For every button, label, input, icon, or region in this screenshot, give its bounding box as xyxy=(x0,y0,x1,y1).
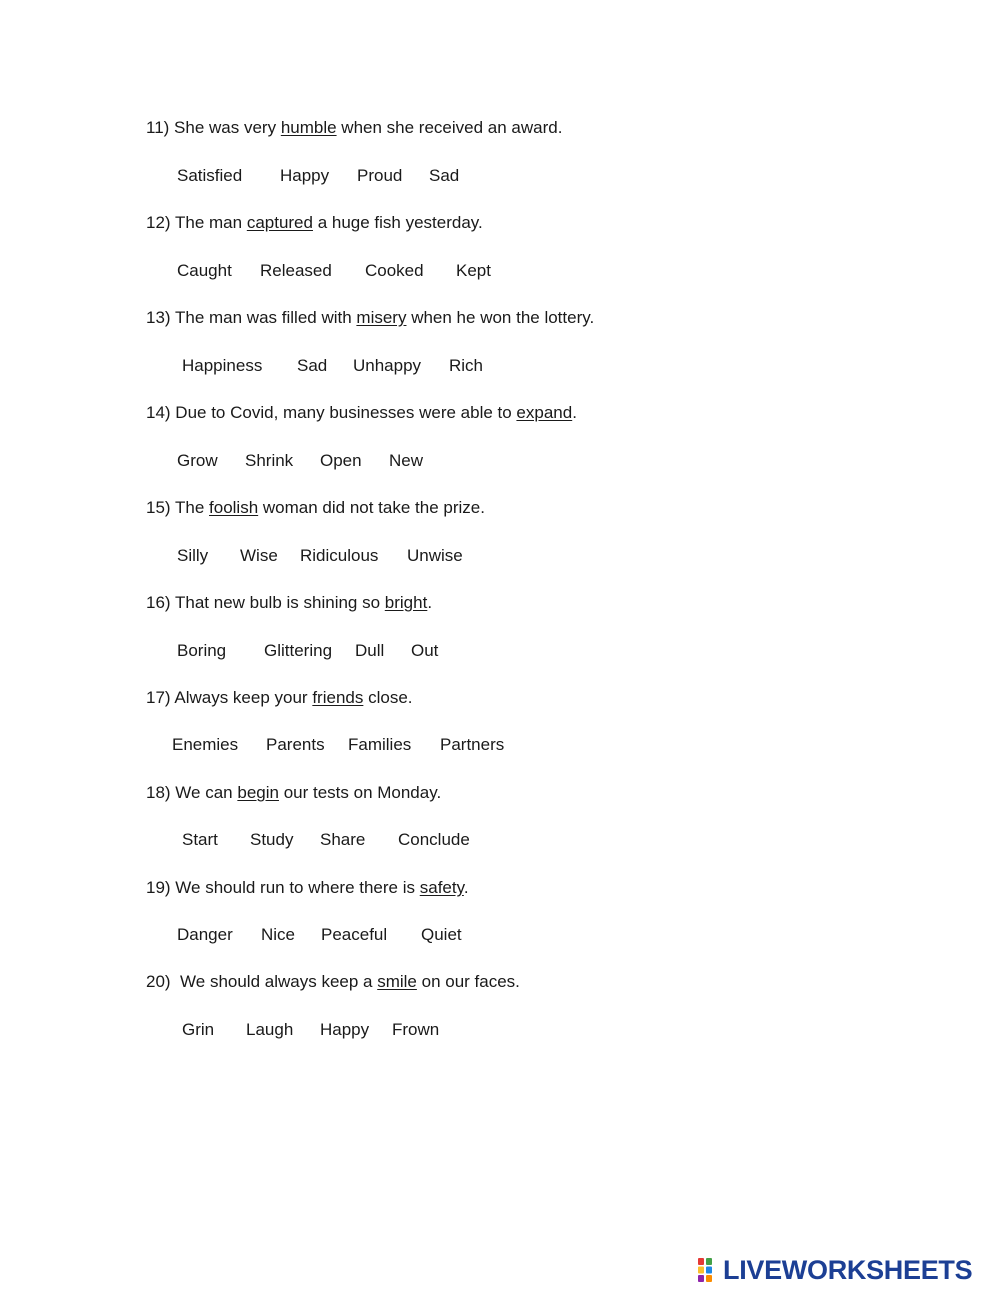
option[interactable]: Boring xyxy=(177,641,227,660)
option[interactable]: New xyxy=(389,451,424,470)
question-text: Due to Covid, many businesses were able to xyxy=(170,403,517,422)
option[interactable]: Partners xyxy=(440,735,505,754)
option[interactable]: Silly xyxy=(177,546,209,565)
question-text: . xyxy=(572,403,577,422)
liveworksheets-logo-icon xyxy=(698,1258,720,1282)
question-text: Always keep your xyxy=(170,688,313,707)
question-19 xyxy=(146,878,469,898)
option[interactable]: Enemies xyxy=(172,735,239,754)
option[interactable]: Parents xyxy=(266,735,325,754)
question-text: when she received an award. xyxy=(336,118,563,137)
liveworksheets-brand[interactable] xyxy=(698,1256,972,1284)
option[interactable]: Ridiculous xyxy=(300,546,379,565)
question-text: The man xyxy=(170,213,247,232)
option[interactable]: Satisfied xyxy=(177,166,243,185)
question-number: 20) xyxy=(146,972,171,991)
option[interactable]: Start xyxy=(182,830,218,849)
option[interactable]: Unhappy xyxy=(353,356,422,375)
option[interactable]: Nice xyxy=(261,925,296,944)
question-text: She was very xyxy=(169,118,281,137)
option[interactable]: Shrink xyxy=(245,451,294,470)
question-18 xyxy=(146,783,441,803)
underlined-word: foolish xyxy=(209,498,259,517)
option[interactable]: Rich xyxy=(449,356,484,375)
option[interactable]: Danger xyxy=(177,925,233,944)
question-20 xyxy=(146,972,520,992)
question-11 xyxy=(146,118,562,138)
option[interactable]: Released xyxy=(260,261,332,280)
option[interactable]: Laugh xyxy=(246,1020,294,1039)
question-16 xyxy=(146,593,432,613)
option[interactable]: Wise xyxy=(240,546,278,565)
question-number: 15) xyxy=(146,498,171,517)
question-number: 12) xyxy=(146,213,171,232)
option[interactable]: Sad xyxy=(297,356,328,375)
question-number: 16) xyxy=(146,593,171,612)
question-number: 11) xyxy=(146,118,170,137)
question-text: We can xyxy=(170,783,238,802)
underlined-word: safety xyxy=(419,878,464,897)
question-text: woman did not take the prize. xyxy=(258,498,485,517)
option[interactable]: Grow xyxy=(177,451,218,470)
question-13 xyxy=(146,308,594,328)
question-text: We should always keep a xyxy=(170,972,378,991)
underlined-word: expand xyxy=(516,403,573,422)
option[interactable]: Happy xyxy=(320,1020,370,1039)
option[interactable]: Study xyxy=(250,830,294,849)
option[interactable]: Glittering xyxy=(264,641,333,660)
option[interactable]: Share xyxy=(320,830,366,849)
underlined-word: friends xyxy=(312,688,364,707)
question-15 xyxy=(146,498,485,518)
question-number: 17) xyxy=(146,688,171,707)
option[interactable]: Sad xyxy=(429,166,460,185)
underlined-word: bright xyxy=(384,593,428,612)
option[interactable]: Frown xyxy=(392,1020,440,1039)
option[interactable]: Conclude xyxy=(398,830,470,849)
question-text: That new bulb is shining so xyxy=(170,593,385,612)
question-text: . xyxy=(463,878,469,897)
question-text: our tests on Monday. xyxy=(278,783,442,802)
question-text: when he won the lottery. xyxy=(406,308,595,327)
question-text: on our faces. xyxy=(416,972,520,991)
option[interactable]: Grin xyxy=(182,1020,215,1039)
question-text: The man was filled with xyxy=(170,308,357,327)
option[interactable]: Out xyxy=(411,641,439,660)
option[interactable]: Peaceful xyxy=(321,925,388,944)
question-text: . xyxy=(427,593,433,612)
option[interactable]: Quiet xyxy=(421,925,462,944)
brand-name: LIVEWORKSHEETS xyxy=(723,1255,973,1285)
underlined-word: misery xyxy=(356,308,407,327)
question-14 xyxy=(146,403,577,423)
question-number: 13) xyxy=(146,308,171,327)
question-text: We should run to where there is xyxy=(170,878,420,897)
option[interactable]: Happiness xyxy=(182,356,263,375)
option[interactable]: Proud xyxy=(357,166,403,185)
question-text: The xyxy=(170,498,210,517)
option[interactable]: Kept xyxy=(456,261,491,280)
question-number: 18) xyxy=(146,783,171,802)
option[interactable]: Open xyxy=(320,451,362,470)
underlined-word: humble xyxy=(280,118,337,137)
question-text: close. xyxy=(363,688,413,707)
underlined-word: captured xyxy=(246,213,313,232)
question-text: a huge fish yesterday. xyxy=(312,213,483,232)
question-number: 19) xyxy=(146,878,171,897)
question-number: 14) xyxy=(146,403,171,422)
option[interactable]: Caught xyxy=(177,261,232,280)
question-17 xyxy=(146,688,413,708)
question-12 xyxy=(146,213,483,233)
option[interactable]: Families xyxy=(348,735,412,754)
option[interactable]: Cooked xyxy=(365,261,424,280)
option[interactable]: Happy xyxy=(280,166,330,185)
option[interactable]: Dull xyxy=(355,641,385,660)
underlined-word: smile xyxy=(377,972,417,991)
option[interactable]: Unwise xyxy=(407,546,463,565)
underlined-word: begin xyxy=(237,783,279,802)
